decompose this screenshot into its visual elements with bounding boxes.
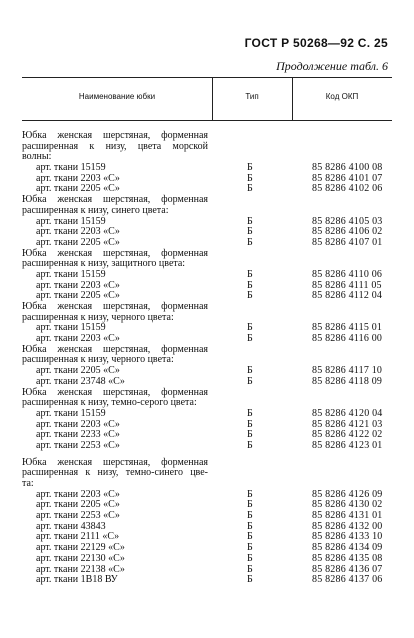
okp-code-cell: 85 8286 4105 03 (312, 215, 383, 227)
table-continuation-label: Продолжение табл. 6 (276, 59, 388, 73)
fabric-article: арт. ткани 2205 «С» (36, 499, 120, 511)
type-cell: Б (247, 226, 253, 238)
group-description-line (22, 206, 392, 217)
group-description-text: расширенная к низу, защитного цвета: (22, 258, 186, 270)
group-description-line (22, 468, 392, 479)
fabric-article: арт. ткани 15159 (36, 162, 106, 174)
type-cell: Б (247, 542, 253, 554)
type-cell: Б (247, 333, 253, 345)
type-cell: Б (247, 552, 253, 564)
group-description-text: та: (22, 478, 34, 489)
type-cell: Б (247, 563, 253, 575)
fabric-article: арт. ткани 23748 «С» (36, 375, 125, 387)
okp-code-cell: 85 8286 4121 03 (312, 418, 383, 430)
okp-code-cell: 85 8286 4133 10 (312, 531, 383, 543)
type-cell: Б (247, 322, 253, 334)
type-cell: Б (247, 279, 253, 291)
type-cell: Б (247, 183, 253, 195)
okp-code-cell: 85 8286 4132 00 (312, 520, 383, 532)
okp-code-cell: 85 8286 4130 02 (312, 499, 383, 511)
fabric-article: арт. ткани 2253 «С» (36, 510, 120, 522)
type-cell: Б (247, 488, 253, 500)
table-row (22, 377, 392, 388)
fabric-article: арт. ткани 2203 «С» (36, 226, 120, 238)
okp-code-cell: 85 8286 4102 06 (312, 183, 383, 195)
table-body (22, 131, 392, 586)
okp-code-cell: 85 8286 4117 10 (312, 365, 383, 377)
table-row (22, 409, 392, 420)
group-description-text: расширенная к низу, цвета морской (22, 140, 208, 152)
type-cell: Б (247, 268, 253, 280)
fabric-article: арт. ткани 2203 «С» (36, 488, 120, 500)
group-description-line (22, 142, 392, 153)
fabric-article: арт. ткани 2203 «С» (36, 418, 120, 430)
okp-code-cell: 85 8286 4120 04 (312, 407, 383, 419)
group-description-text: волны: (22, 151, 52, 163)
type-cell: Б (247, 510, 253, 522)
group-description-text: расширенная к низу, синего цвета: (22, 204, 169, 216)
fabric-article: арт. ткани 22130 «С» (36, 552, 125, 564)
group-description-text: Юбка женская шерстяная, форменная (22, 301, 208, 312)
type-cell: Б (247, 429, 253, 441)
type-cell: Б (247, 439, 253, 451)
okp-code-cell: 85 8286 4134 09 (312, 542, 383, 554)
fabric-article: арт. ткани 22129 «С» (36, 542, 125, 554)
type-cell: Б (247, 215, 253, 227)
table-row (22, 238, 392, 249)
okp-code-cell: 85 8286 4110 06 (312, 268, 383, 280)
okp-code-cell: 85 8286 4116 00 (312, 333, 383, 345)
group-description-text: Юбка женская шерстяная, форменная (22, 247, 208, 259)
type-cell: Б (247, 365, 253, 377)
group-description-text: Юбка женская шерстяная, форменная (22, 130, 208, 141)
fabric-article: арт. ткани 15159 (36, 268, 106, 280)
type-cell: Б (247, 499, 253, 511)
group-description-text: Юбка женская шерстяная, форменная (22, 456, 208, 468)
fabric-article: арт. ткани 2203 «С» (36, 333, 120, 345)
product-code-table (22, 77, 392, 586)
fabric-article: арт. ткани 43843 (36, 520, 106, 532)
column-header-code: Код ОКП (325, 92, 359, 101)
okp-code-cell: 85 8286 4135 08 (312, 552, 383, 564)
okp-code-cell: 85 8286 4126 09 (312, 488, 383, 500)
okp-code-cell: 85 8286 4136 07 (312, 563, 383, 575)
type-cell: Б (247, 375, 253, 387)
okp-code-cell: 85 8286 4101 07 (312, 172, 383, 184)
fabric-article: арт. ткани 2205 «С» (36, 183, 120, 195)
group-description-text: расширенная к низу, черного цвета: (22, 354, 174, 366)
document-id: ГОСТ Р 50268—92 С. 25 (244, 36, 388, 50)
fabric-article: арт. ткани 15159 (36, 407, 106, 419)
column-header-name: Наименование юбки (78, 92, 156, 101)
okp-code-cell: 85 8286 4122 02 (312, 429, 383, 441)
okp-code-cell: 85 8286 4107 01 (312, 236, 383, 248)
fabric-article: арт. ткани 2203 «С» (36, 172, 120, 184)
type-cell: Б (247, 418, 253, 430)
group-description-text: расширенная к низу, черного цвета: (22, 311, 174, 323)
type-cell: Б (247, 172, 253, 184)
type-cell: Б (247, 531, 253, 543)
okp-code-cell: 85 8286 4131 01 (312, 510, 383, 522)
okp-code-cell: 85 8286 4100 08 (312, 162, 383, 174)
type-cell: Б (247, 162, 253, 174)
fabric-article: арт. ткани 2253 «С» (36, 439, 120, 451)
table-row (22, 441, 392, 452)
okp-code-cell: 85 8286 4112 04 (312, 290, 383, 302)
table-row (22, 575, 392, 586)
fabric-article: арт. ткани 15159 (36, 215, 106, 227)
group-description-text: Юбка женская шерстяная, форменная (22, 386, 208, 398)
fabric-article: арт. ткани 2205 «С» (36, 365, 120, 377)
type-cell: Б (247, 520, 253, 532)
okp-code-cell: 85 8286 4137 06 (312, 574, 383, 586)
fabric-article: арт. ткани 15159 (36, 322, 106, 334)
table-row (22, 554, 392, 565)
okp-code-cell: 85 8286 4123 01 (312, 439, 383, 451)
group-description-text: расширенная к низу, темно-синего цве- (22, 467, 208, 479)
okp-code-cell: 85 8286 4118 09 (312, 375, 383, 387)
fabric-article: арт. ткани 22138 «С» (36, 563, 125, 575)
type-cell: Б (247, 290, 253, 302)
okp-code-cell: 85 8286 4106 02 (312, 226, 383, 238)
fabric-article: арт. ткани 2111 «С» (36, 531, 120, 543)
type-cell: Б (247, 574, 253, 586)
fabric-article: арт. ткани 2205 «С» (36, 290, 120, 302)
okp-code-cell: 85 8286 4111 05 (312, 279, 382, 291)
fabric-article: арт. ткани 2203 «С» (36, 279, 120, 291)
fabric-article: арт. ткани 2233 «С» (36, 429, 120, 441)
column-header-type: Тип (245, 92, 259, 101)
fabric-article: арт. ткани 1В18 ВУ (36, 574, 118, 586)
group-description-text: расширенная к низу, темно-серого цвета: (22, 397, 197, 409)
type-cell: Б (247, 236, 253, 248)
okp-code-cell: 85 8286 4115 01 (312, 322, 383, 334)
group-description-text: Юбка женская шерстяная, форменная (22, 343, 208, 355)
type-cell: Б (247, 407, 253, 419)
group-description-text: Юбка женская шерстяная, форменная (22, 194, 208, 206)
table-header (22, 77, 392, 121)
fabric-article: арт. ткани 2205 «С» (36, 236, 120, 248)
